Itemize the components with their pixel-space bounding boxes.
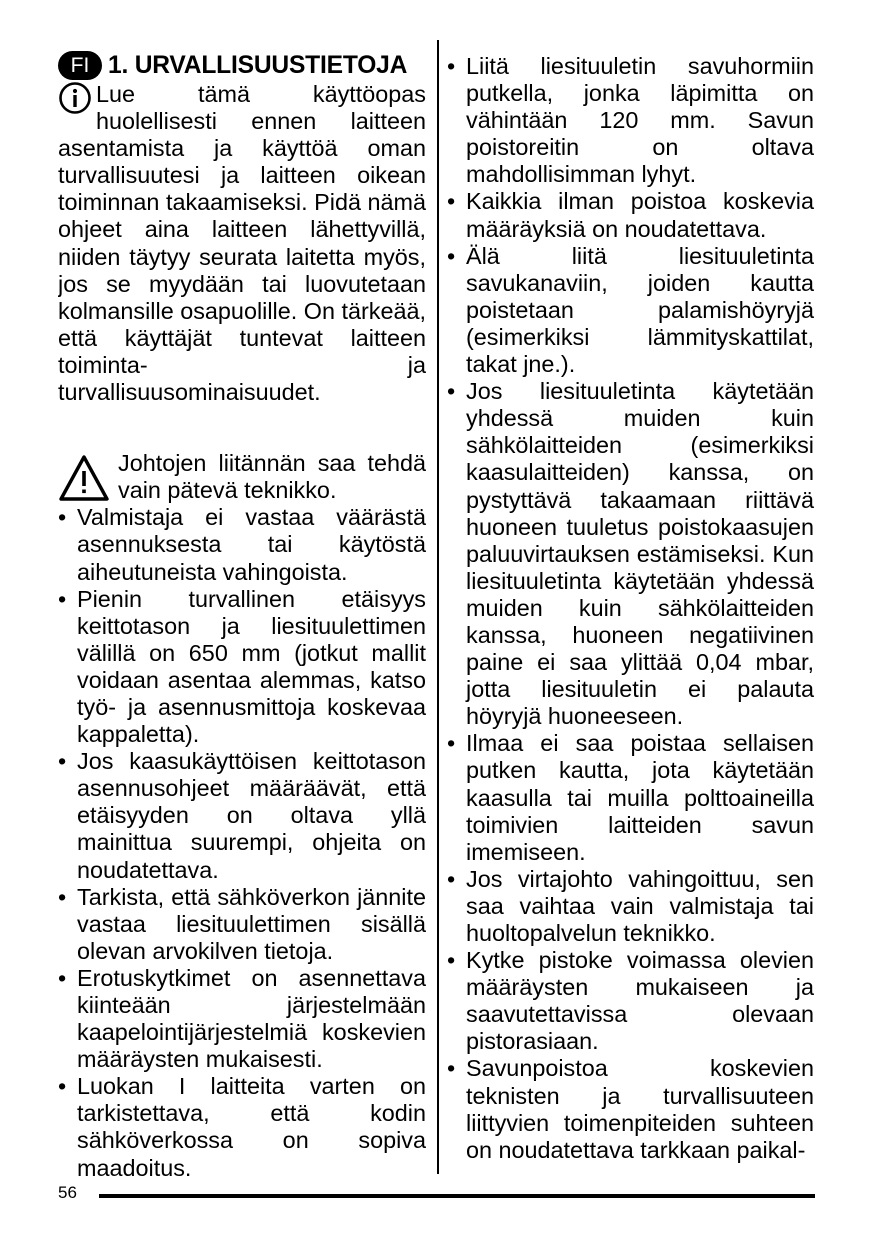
list-item: • Jos liesituuletinta käytetään yhdessä muiden kuin sähkölaitteiden (esimerkiksi kaasulaitteiden) kanssa, on pystyttävä takaamaan riittävä huoneen tuuletus poistokaasujen paluuvirtauksen estämiseksi. Kun liesituuletinta käytetään yhdessä muiden kuin sähkölaitteiden kanssa, huoneen negatiivinen paine ei saa ylittää 0,04 mbar, jotta liesituuletin ei palauta höyryjä huoneeseen. — [447, 378, 814, 730]
intro-paragraph: Lue tämä käyttöopas huolellisesti ennen laitteen asentamista ja käyttöä oman turvallisuutesi ja laitteen oikean toiminnan takaamiseksi. Pidä nämä ohjeet aina laitteen lähettyvillä, niiden täytyy seurata laitetta myös, jos se myydään tai luovutetaan kolmansille osapuolille. On tärkeää, että käyttäjät tuntevat laitteen toiminta- ja turvallisuusominaisuudet. — [58, 81, 426, 406]
warning-block — [58, 450, 426, 504]
list-item: • Kytke pistoke voimassa olevien määräysten mukaiseen ja saavutettavissa olevaan pistorasiaan. — [447, 947, 814, 1055]
page-number: 56 — [58, 1183, 77, 1202]
section-title: 1. URVALLISUUSTIETOJA — [108, 51, 408, 79]
footer-rule — [99, 1194, 815, 1198]
list-item: • Kaikkia ilman poistoa koskevia määräyksiä on noudatettava. — [447, 188, 814, 242]
list-item: • Luokan I laitteita varten on tarkistettava, että kodin sähköverkossa on sopiva maadoitus. — [58, 1073, 426, 1181]
left-bullet-list — [58, 504, 426, 1181]
list-item: • Liitä liesituuletin savuhormiin putkella, jonka läpimitta on vähintään 120 mm. Savun poistoreitin on oltava mahdollisimman lyhyt. — [447, 53, 814, 188]
list-item: • Jos kaasukäyttöisen keittotason asennusohjeet määräävät, että etäisyyden on oltava yllä mainittua suurempi, ohjeita on noudatettava. — [58, 748, 426, 883]
column-divider — [437, 40, 439, 1174]
left-column — [58, 51, 426, 1182]
intro-block — [58, 81, 426, 406]
list-item: • Ilmaa ei saa poistaa sellaisen putken kautta, jota käytetään kaasulla tai muilla polttoaineilla toimivien laitteiden savun imemiseen. — [447, 730, 814, 865]
language-badge: FI — [58, 51, 102, 80]
list-item: • Jos virtajohto vahingoittuu, sen saa vaihtaa vain valmistaja tai huoltopalvelun teknikko. — [447, 866, 814, 947]
list-item: • Valmistaja ei vastaa väärästä asennuksesta tai käytöstä aiheutuneista vahingoista. — [58, 504, 426, 585]
info-icon — [58, 81, 92, 115]
list-item: • Savunpoistoa koskevien teknisten ja turvallisuuteen liittyvien toimenpiteiden suhteen on noudatettava tarkkaan paikal- — [447, 1055, 814, 1163]
warning-triangle-icon — [58, 454, 110, 502]
list-item: • Älä liitä liesituuletinta savukanaviin, joiden kautta poistetaan palamishöyryjä (esimerkiksi lämmityskattilat, takat jne.). — [447, 243, 814, 378]
section-heading — [58, 51, 426, 80]
list-item: • Tarkista, että sähköverkon jännite vastaa liesituulettimen sisällä olevan arvokilven tietoja. — [58, 884, 426, 965]
list-item: • Erotuskytkimet on asennettava kiinteään järjestelmään kaapelointijärjestelmiä koskevien määräysten mukaisesti. — [58, 965, 426, 1073]
warning-paragraph: Johtojen liitännän saa tehdä vain pätevä teknikko. — [118, 450, 426, 504]
list-item: • Pienin turvallinen etäisyys keittotason ja liesituulettimen välillä on 650 mm (jotkut mallit voidaan asentaa alemmas, katso työ- ja asennusmittoja koskevaa kappaletta). — [58, 586, 426, 749]
right-bullet-list — [447, 53, 814, 1164]
right-column — [447, 53, 814, 1164]
